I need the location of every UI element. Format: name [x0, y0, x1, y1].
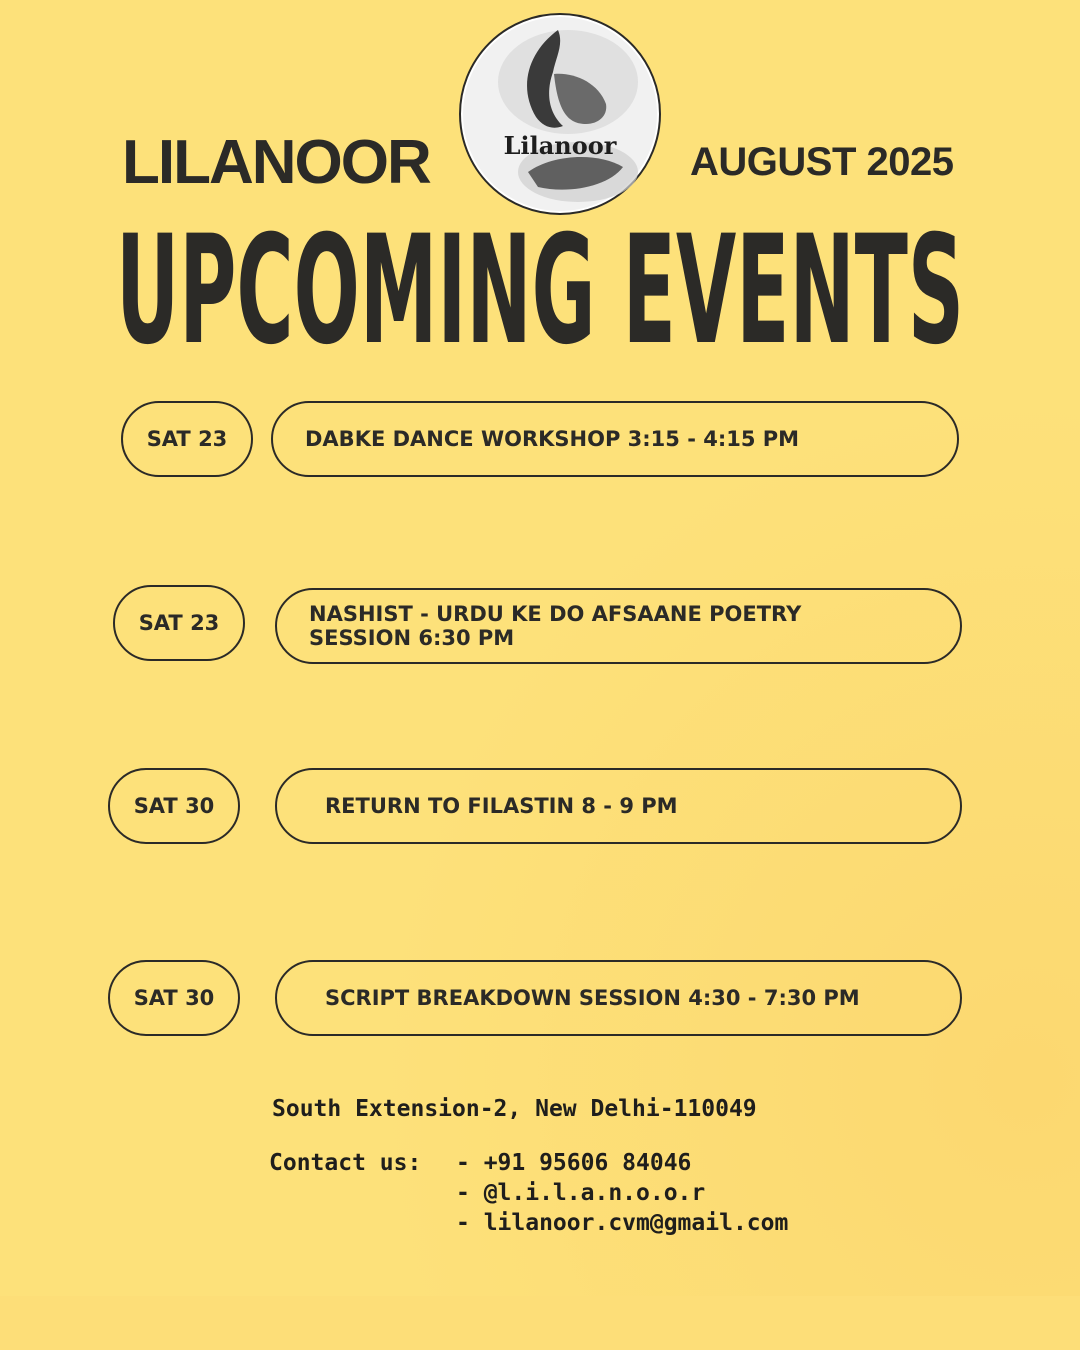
- event-date: [108, 768, 240, 844]
- event-date: [108, 960, 240, 1036]
- headline-svg: [116, 224, 966, 354]
- month-title: AUGUST 2025: [690, 140, 954, 184]
- event-item: [275, 768, 962, 844]
- headline: UPCOMING EVENTS: [116, 224, 964, 354]
- event-date-label: SAT 30: [133, 985, 215, 1010]
- contact-email[interactable]: - lilanoor.cvm@gmail.com: [456, 1210, 789, 1236]
- address: South Extension-2, New Delhi-110049: [272, 1096, 757, 1122]
- event-date-label: SAT 30: [133, 793, 215, 818]
- event-date-label: SAT 23: [138, 610, 220, 635]
- bottom-band: [0, 1296, 1080, 1350]
- lilanoor-logo: [458, 12, 662, 216]
- contact-label: Contact us:: [269, 1150, 422, 1176]
- event-title: NASHIST - URDU KE DO AFSAANE POETRY SESSION 6:30 PM: [309, 601, 802, 650]
- event-date: [121, 401, 253, 477]
- contact-handle[interactable]: - @l.i.l.a.n.o.o.r: [456, 1180, 706, 1206]
- event-date: [113, 585, 245, 661]
- event-item: [275, 588, 962, 664]
- event-item: [271, 401, 959, 477]
- event-date-label: SAT 23: [146, 426, 228, 451]
- event-title: RETURN TO FILASTIN 8 - 9 PM: [325, 793, 678, 818]
- brand-title: LILANOOR: [122, 128, 430, 197]
- logo-text: Lilanoor: [503, 131, 617, 160]
- event-title: DABKE DANCE WORKSHOP 3:15 - 4:15 PM: [305, 426, 800, 451]
- event-title: SCRIPT BREAKDOWN SESSION 4:30 - 7:30 PM: [325, 985, 860, 1010]
- contact-phone[interactable]: - +91 95606 84046: [456, 1150, 692, 1176]
- event-item: [275, 960, 962, 1036]
